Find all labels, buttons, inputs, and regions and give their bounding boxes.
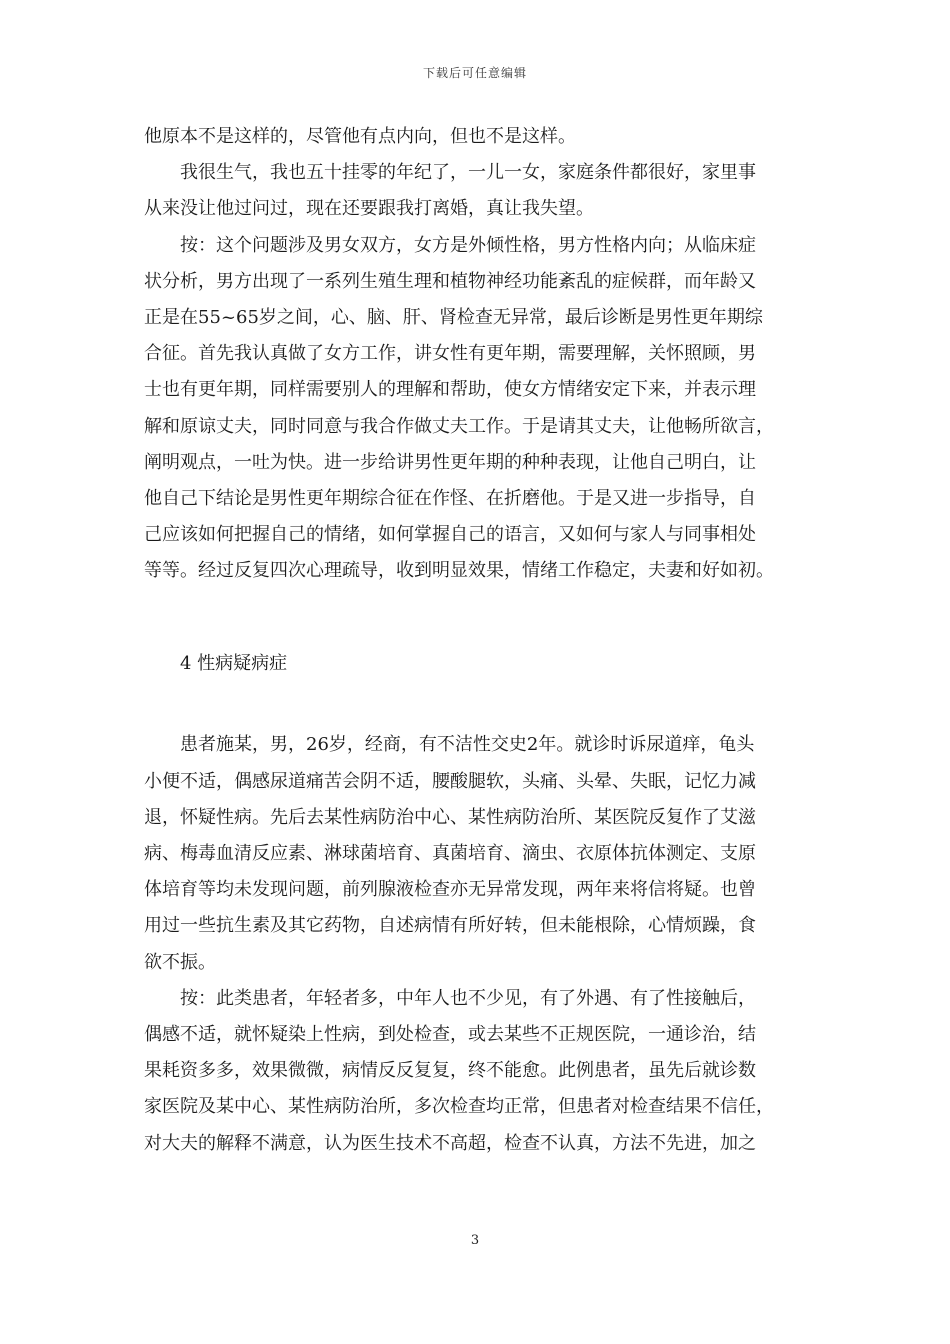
text-line: 对大夫的解释不满意，认为医生技术不高超，检查不认真，方法不先进，加之 [144, 1132, 756, 1154]
page-number: 3 [470, 1233, 480, 1248]
text-line: 体培育等均未发现问题，前列腺液检查亦无异常发现，两年来将信将疑。也曾 [144, 879, 756, 901]
paragraph [144, 155, 824, 227]
text-line: 果耗资多多，效果微微，病情反反复复，终不能愈。此例患者，虽先后就诊数 [144, 1060, 756, 1082]
text-line: 偶感不适，就怀疑染上性病，到处检查，或去某些不正规医院，一通诊治，结 [144, 1023, 756, 1045]
document-body [144, 119, 824, 1162]
text-line: 从来没让他过问过，现在还要跟我打离婚，真让我失望。 [144, 198, 594, 220]
paragraph [144, 727, 824, 980]
text-line: 我很生气，我也五十挂零的年纪了，一儿一女，家庭条件都很好，家里事 [180, 162, 756, 184]
text-line: 家医院及某中心、某性病防治所，多次检查均正常，但患者对检查结果不信任， [144, 1096, 774, 1118]
text-line: 按：这个问题涉及男女双方，女方是外倾性格，男方性格内向；从临床症 [180, 234, 756, 256]
text-line: 等等。经过反复四次心理疏导，收到明显效果，情绪工作稳定，夫妻和好如初。 [144, 560, 774, 582]
paragraph [144, 228, 824, 590]
text-line: 士也有更年期，同样需要别人的理解和帮助，使女方情绪安定下来，并表示理 [144, 379, 756, 401]
text-line: 正是在55~65岁之间，心、脑、肝、肾检查无异常，最后诊断是男性更年期综 [144, 306, 763, 328]
paragraph [144, 119, 824, 155]
page-header: 下载后可任意编辑 [422, 66, 527, 80]
text-line: 他自己下结论是男性更年期综合征在作怪、在折磨他。于是又进一步指导，自 [144, 487, 756, 509]
text-line: 解和原谅丈夫，同时同意与我合作做丈夫工作。于是请其丈夫，让他畅所欲言， [144, 415, 774, 437]
paragraph [144, 981, 824, 1162]
section-spacer [144, 589, 824, 646]
text-line: 按：此类患者，年轻者多，中年人也不少见，有了外遇、有了性接触后， [180, 987, 756, 1009]
section-heading: 4 性病疑病症 [180, 653, 288, 675]
text-line: 阐明观点，一吐为快。进一步给讲男性更年期的种种表现，让他自己明白，让 [144, 451, 756, 473]
section-spacer [144, 682, 824, 727]
text-line: 病、梅毒血清反应素、淋球菌培育、真菌培育、滴虫、衣原体抗体测定、支原 [144, 843, 756, 864]
text-line: 己应该如何把握自己的情绪，如何掌握自己的语言，又如何与家人与同事相处 [144, 524, 756, 546]
text-line: 退，怀疑性病。先后去某性病防治中心、某性病防治所、某医院反复作了艾滋 [144, 806, 756, 828]
text-line: 欲不振。 [144, 951, 216, 973]
text-line: 状分析，男方出现了一系列生殖生理和植物神经功能紊乱的症候群，而年龄又 [144, 270, 756, 292]
text-line: 小便不适，偶感尿道痛苦会阴不适，腰酸腿软，头痛、头晕、失眠，记忆力减 [144, 770, 756, 792]
text-line: 他原本不是这样的，尽管他有点内向，但也不是这样。 [144, 126, 576, 147]
text-line: 患者施某，男，26岁，经商，有不洁性交史2年。就诊时诉尿道痒，龟头 [180, 734, 755, 756]
text-line: 用过一些抗生素及其它药物，自述病情有所好转，但未能根除，心情烦躁，食 [144, 915, 756, 937]
text-line: 合征。首先我认真做了女方工作，讲女性有更年期，需要理解，关怀照顾，男 [144, 343, 756, 365]
